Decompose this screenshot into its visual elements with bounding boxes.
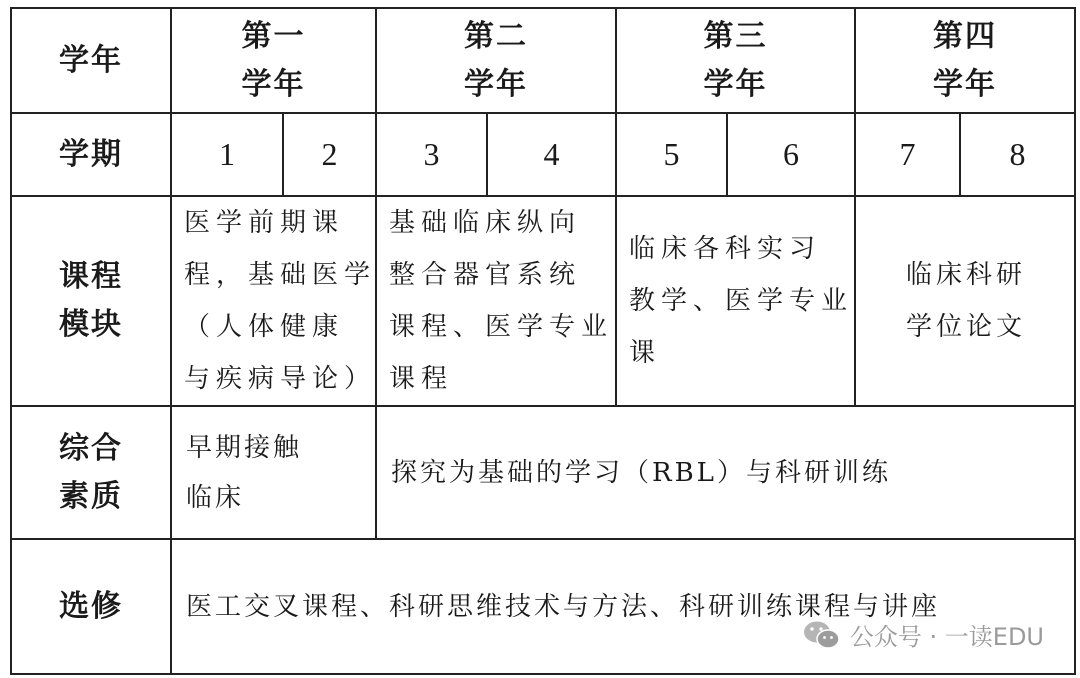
quality-row bbox=[11, 406, 1075, 539]
watermark-text: 公众号 · 一读EDU bbox=[849, 623, 1044, 651]
year-row bbox=[11, 8, 1075, 113]
year-2-cell: 第二 学年 bbox=[376, 8, 616, 113]
module-year-3: 临床各科实习 教学、医学专业 课 bbox=[616, 196, 855, 406]
row-header-year: 学年 bbox=[11, 8, 171, 113]
watermark bbox=[802, 617, 1044, 652]
year-4-cell: 第四 学年 bbox=[855, 8, 1075, 113]
module-year-2: 基础临床纵向 整合器官系统 课程、医学专业 课程 bbox=[376, 196, 616, 406]
semester-cell: 6 bbox=[727, 113, 855, 196]
semester-cell: 4 bbox=[487, 113, 616, 196]
semester-cell: 7 bbox=[855, 113, 960, 196]
wechat-icon bbox=[802, 619, 842, 651]
year-1-cell: 第一 学年 bbox=[171, 8, 376, 113]
semester-cell: 5 bbox=[616, 113, 727, 196]
elective-row bbox=[11, 539, 1075, 674]
early-clinical-cell: 早期接触 临床 bbox=[171, 406, 376, 539]
row-header-elective: 选修 bbox=[11, 539, 171, 674]
semester-cell: 3 bbox=[376, 113, 487, 196]
module-year-1: 医学前期课 程，基础医学 （人体健康 与疾病导论） bbox=[171, 196, 376, 406]
module-row bbox=[11, 196, 1075, 406]
row-header-module: 课程 模块 bbox=[11, 196, 171, 406]
semester-row bbox=[11, 113, 1075, 196]
row-header-semester: 学期 bbox=[11, 113, 171, 196]
year-3-cell: 第三 学年 bbox=[616, 8, 855, 113]
rbl-research-cell: 探究为基础的学习（RBL）与科研训练 bbox=[376, 406, 1075, 539]
semester-cell: 8 bbox=[960, 113, 1075, 196]
row-header-quality: 综合 素质 bbox=[11, 406, 171, 539]
semester-cell: 1 bbox=[171, 113, 283, 196]
curriculum-table bbox=[10, 7, 1076, 675]
elective-cell: 医工交叉课程、科研思维技术与方法、科研训练课程与讲座 bbox=[171, 539, 1075, 674]
module-year-4: 临床科研 学位论文 bbox=[855, 196, 1075, 406]
semester-cell: 2 bbox=[283, 113, 376, 196]
